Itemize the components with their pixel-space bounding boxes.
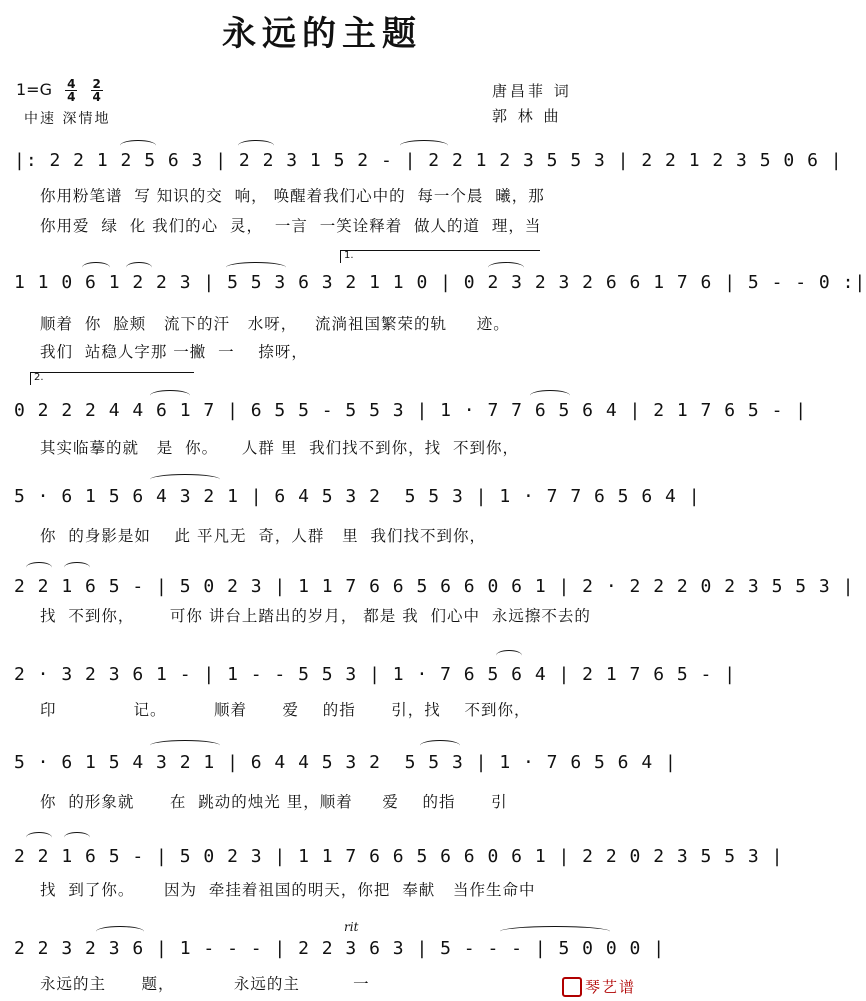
tempo-marking: 中速 深情地: [24, 111, 111, 127]
lyric-row-2-verse-1: 顺着 你 脸颊 流下的汗 水呀， 流淌祖国繁荣的轨 迹。: [40, 315, 510, 333]
time-sig-2-denominator: 4: [92, 90, 101, 104]
key-label: 1=G: [16, 80, 52, 99]
slur-mark: [64, 562, 90, 573]
lyric-row-8: 找 到了你。 因为 牵挂着祖国的明天，你把 奉献 当作生命中: [40, 881, 536, 899]
lyric-row-7: 你 的形象就 在 跳动的烛光 里，顺着 爱 的指 引: [40, 793, 508, 811]
lyricist-credit: 唐昌菲 词: [492, 82, 572, 100]
slur-mark: [488, 262, 524, 273]
score-row-9: 2 2 3 2 3 6 | 1 - - - | 2 2 3 6 3 | 5 - - - | 5 0 0 0 |: [14, 938, 666, 959]
slur-mark: [150, 740, 220, 751]
composer-credit: 郭 林 曲: [492, 107, 562, 125]
lyric-row-1-verse-1: 你用粉笔谱 写 知识的交 响， 唤醒着我们心中的 每一个晨 曦，那: [40, 187, 545, 205]
slur-mark: [26, 562, 52, 573]
watermark-icon: [562, 977, 582, 997]
slur-mark: [82, 262, 110, 273]
slur-mark: [64, 832, 90, 843]
lyric-row-4: 你 的身影是如 此 平凡无 奇，人群 里 我们找不到你，: [40, 527, 486, 545]
slur-mark: [496, 650, 522, 661]
lyric-row-5: 找 不到你， 可你 讲台上踏出的岁月， 都是 我 们心中 永远擦不去的: [40, 607, 591, 625]
score-row-4: 5 · 6 1 5 6 4 3 2 1 | 6 4 5 3 2 5 5 3 | 1 · 7 7 6 5 6 4 |: [14, 486, 701, 507]
score-row-1: |: 2 2 1 2 5 6 3 | 2 2 3 1 5 2 - | 2 2 1 2 3 5 5 3 | 2 2 1 2 3 5 0 6 |: [14, 150, 843, 171]
slur-mark: [26, 832, 52, 843]
slur-mark: [96, 926, 144, 937]
score-row-6: 2 · 3 2 3 6 1 - | 1 - - 5 5 3 | 1 · 7 6 5 6 4 | 2 1 7 6 5 - |: [14, 664, 737, 685]
lyric-row-3: 其实临摹的就 是 你。 人群 里 我们找不到你，找 不到你，: [40, 439, 519, 457]
slur-mark: [120, 140, 156, 151]
watermark-logo: [562, 976, 636, 998]
lyric-row-2-verse-2: 我们 站稳人字那 一撇 一 捺呀，: [40, 343, 308, 361]
slur-mark: [150, 474, 220, 485]
time-sig-1-numerator: 4: [67, 77, 76, 91]
slur-mark: [420, 740, 460, 751]
slur-mark: [238, 140, 274, 151]
time-sig-1-denominator: 4: [67, 90, 76, 104]
volta-bracket-1: 1.: [340, 250, 540, 263]
slur-mark: [500, 926, 610, 937]
rit-marking: rit: [344, 920, 359, 934]
time-signature-2: [91, 78, 103, 103]
key-signature: [16, 78, 103, 103]
score-row-5: 2 2 1 6 5 - | 5 0 2 3 | 1 1 7 6 6 5 6 6 0 6 1 | 2 · 2 2 2 0 2 3 5 5 3 |: [14, 576, 855, 597]
lyric-row-1-verse-2: 你用爱 绿 化 我们的心 灵， 一言 一笑诠释着 做人的道 理，当: [40, 217, 542, 235]
score-row-3: 0 2 2 2 4 4 6 1 7 | 6 5 5 - 5 5 3 | 1 · 7 7 6 5 6 4 | 2 1 7 6 5 - |: [14, 400, 808, 421]
time-sig-2-numerator: 2: [92, 77, 101, 91]
slur-mark: [400, 140, 448, 151]
lyric-row-6: 印 记。 顺着 爱 的指 引，找 不到你，: [40, 701, 531, 719]
watermark-text: 琴艺谱: [584, 977, 636, 996]
lyric-row-9: 永远的主 题， 永远的主 一: [40, 975, 370, 993]
song-title: 永远的主题: [222, 14, 422, 54]
score-row-8: 2 2 1 6 5 - | 5 0 2 3 | 1 1 7 6 6 5 6 6 0 6 1 | 2 2 0 2 3 5 5 3 |: [14, 846, 784, 867]
slur-mark: [530, 390, 570, 401]
slur-mark: [226, 262, 286, 273]
score-row-2: 1 1 0 6 1 2 2 3 | 5 5 3 6 3 2 1 1 0 | 0 2 3 2 3 2 6 6 1 7 6 | 5 - - 0 :|: [14, 272, 866, 293]
slur-mark: [126, 262, 152, 273]
volta-bracket-2: 2.: [30, 372, 194, 385]
slur-mark: [150, 390, 190, 401]
score-row-7: 5 · 6 1 5 4 3 2 1 | 6 4 4 5 3 2 5 5 3 | 1 · 7 6 5 6 4 |: [14, 752, 677, 773]
time-signature-1: [65, 78, 77, 103]
